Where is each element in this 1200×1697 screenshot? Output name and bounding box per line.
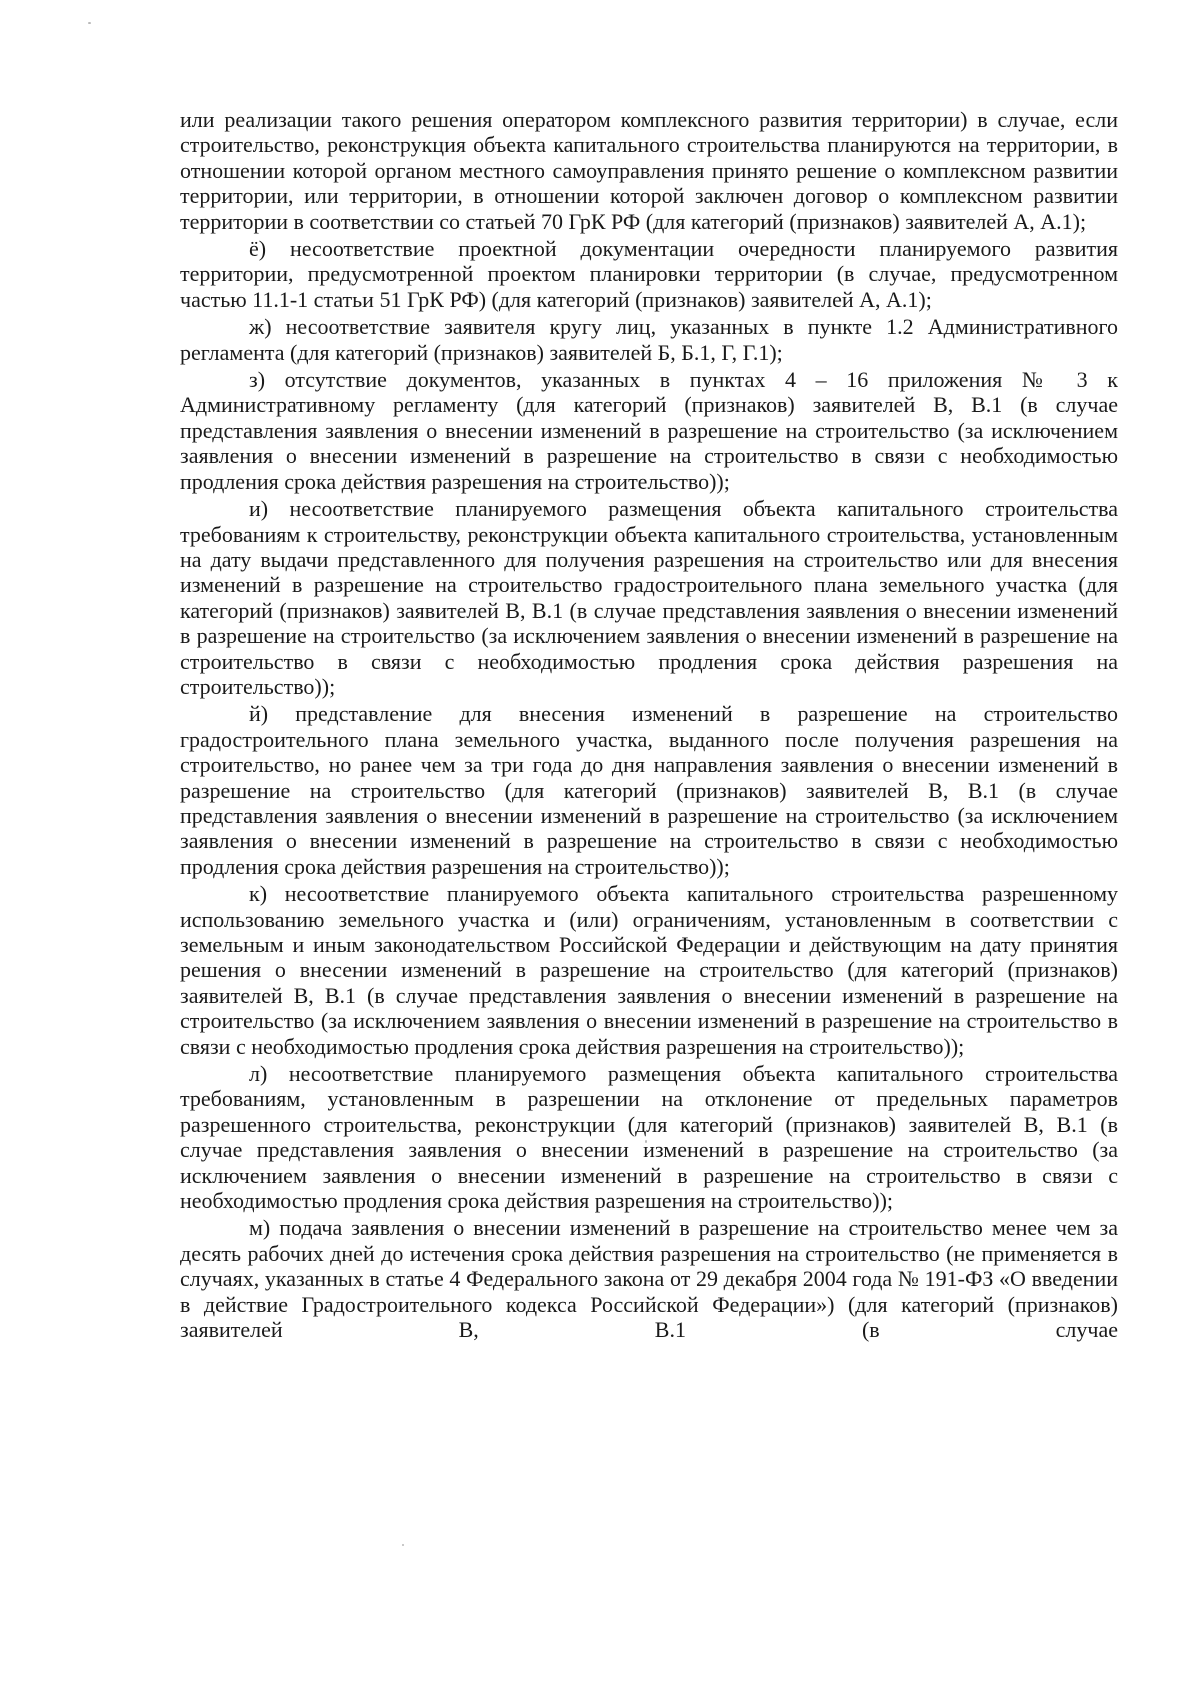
scan-speck <box>88 22 91 24</box>
paragraph-item-k: к) несоответствие планируемого объекта капитального строительства разрешенному использованию земельного участка и (или) ограничениям, установленным в соответствии с земельным и иным законодательством Российской Федерации и действующим на дату принятия решения о внесении изменений в разрешение на строительство (для категорий (признаков) заявителей В, В.1 (в случае представления заявления о внесении изменений в разрешение на строительство (за исключением заявления о внесении изменений в разрешение на строительство в связи с необходимостью продления срока действия разрешения на строительство)); <box>180 881 1118 1059</box>
scan-speck <box>402 1544 404 1546</box>
paragraph-item-z: з) отсутствие документов, указанных в пунктах 4 – 16 приложения № 3 к Административному регламенту (для категорий (признаков) заявителей В, В.1 (в случае представления заявления о внесении изменений в разрешение на строительство (за исключением заявления о внесении изменений в разрешение на строительство в связи с необходимостью продления срока действия разрешения на строительство)); <box>180 367 1118 494</box>
paragraph-item-yo: ё) несоответствие проектной документации очередности планируемого развития территории, предусмотренной проектом планировки территории (в случае, предусмотренном частью 11.1-1 статьи 51 ГрК РФ) (для категорий (признаков) заявителей А, А.1); <box>180 236 1118 312</box>
paragraph-continuation: или реализации такого решения оператором комплексного развития территории) в случае, если строительство, реконструкция объекта капитального строительства планируются на территории, в отношении которой органом местного самоуправления принято решение о комплексном развитии территории, или территории, в отношении которой заключен договор о комплексном развитии территории в соответствии со статьей 70 ГрК РФ (для категорий (признаков) заявителей А, А.1); <box>180 107 1118 234</box>
paragraph-item-iy: й) представление для внесения изменений в разрешение на строительство градостроительного плана земельного участка, выданного после получения разрешения на строительство, но ранее чем за три года до дня направления заявления о внесении изменений в разрешение на строительство (для категорий (признаков) заявителей В, В.1 (в случае представления заявления о внесении изменений в разрешение на строительство (за исключением заявления о внесении изменений в разрешение на строительство в связи с необходимостью продления срока действия разрешения на строительство)); <box>180 701 1118 879</box>
document-page <box>180 107 1118 1345</box>
paragraph-item-zh: ж) несоответствие заявителя кругу лиц, указанных в пункте 1.2 Административного регламента (для категорий (признаков) заявителей Б, Б.1, Г, Г.1); <box>180 314 1118 365</box>
paragraph-item-l: л) несоответствие планируемого размещения объекта капитального строительства требованиям, установленным в разрешении на отклонение от предельных параметров разрешенного строительства, реконструкции (для категорий (признаков) заявителей В, В.1 (в случае представления заявления о внесении изменений в разрешение на строительство (за исключением заявления о внесении изменений в разрешение на строительство в связи с необходимостью продления срока действия разрешения на строительство)); <box>180 1061 1118 1214</box>
paragraph-item-m: м) подача заявления о внесении изменений в разрешение на строительство менее чем за десять рабочих дней до истечения срока действия разрешения на строительство (не применяется в случаях, указанных в статье 4 Федерального закона от 29 декабря 2004 года № 191-ФЗ «О введении в действие Градостроительного кодекса Российской Федерации») (для категорий (признаков) заявителей В, В.1 (в случае <box>180 1215 1118 1343</box>
paragraph-item-i: и) несоответствие планируемого размещения объекта капитального строительства требованиям к строительству, реконструкции объекта капитального строительства, установленным на дату выдачи представленного для получения разрешения на строительство или для внесения изменений в разрешение на строительство градостроительного плана земельного участка (для категорий (признаков) заявителей В, В.1 (в случае представления заявления о внесении изменений в разрешение на строительство (за исключением заявления о внесении изменений в разрешение на строительство в связи с необходимостью продления срока действия разрешения на строительство)); <box>180 496 1118 699</box>
